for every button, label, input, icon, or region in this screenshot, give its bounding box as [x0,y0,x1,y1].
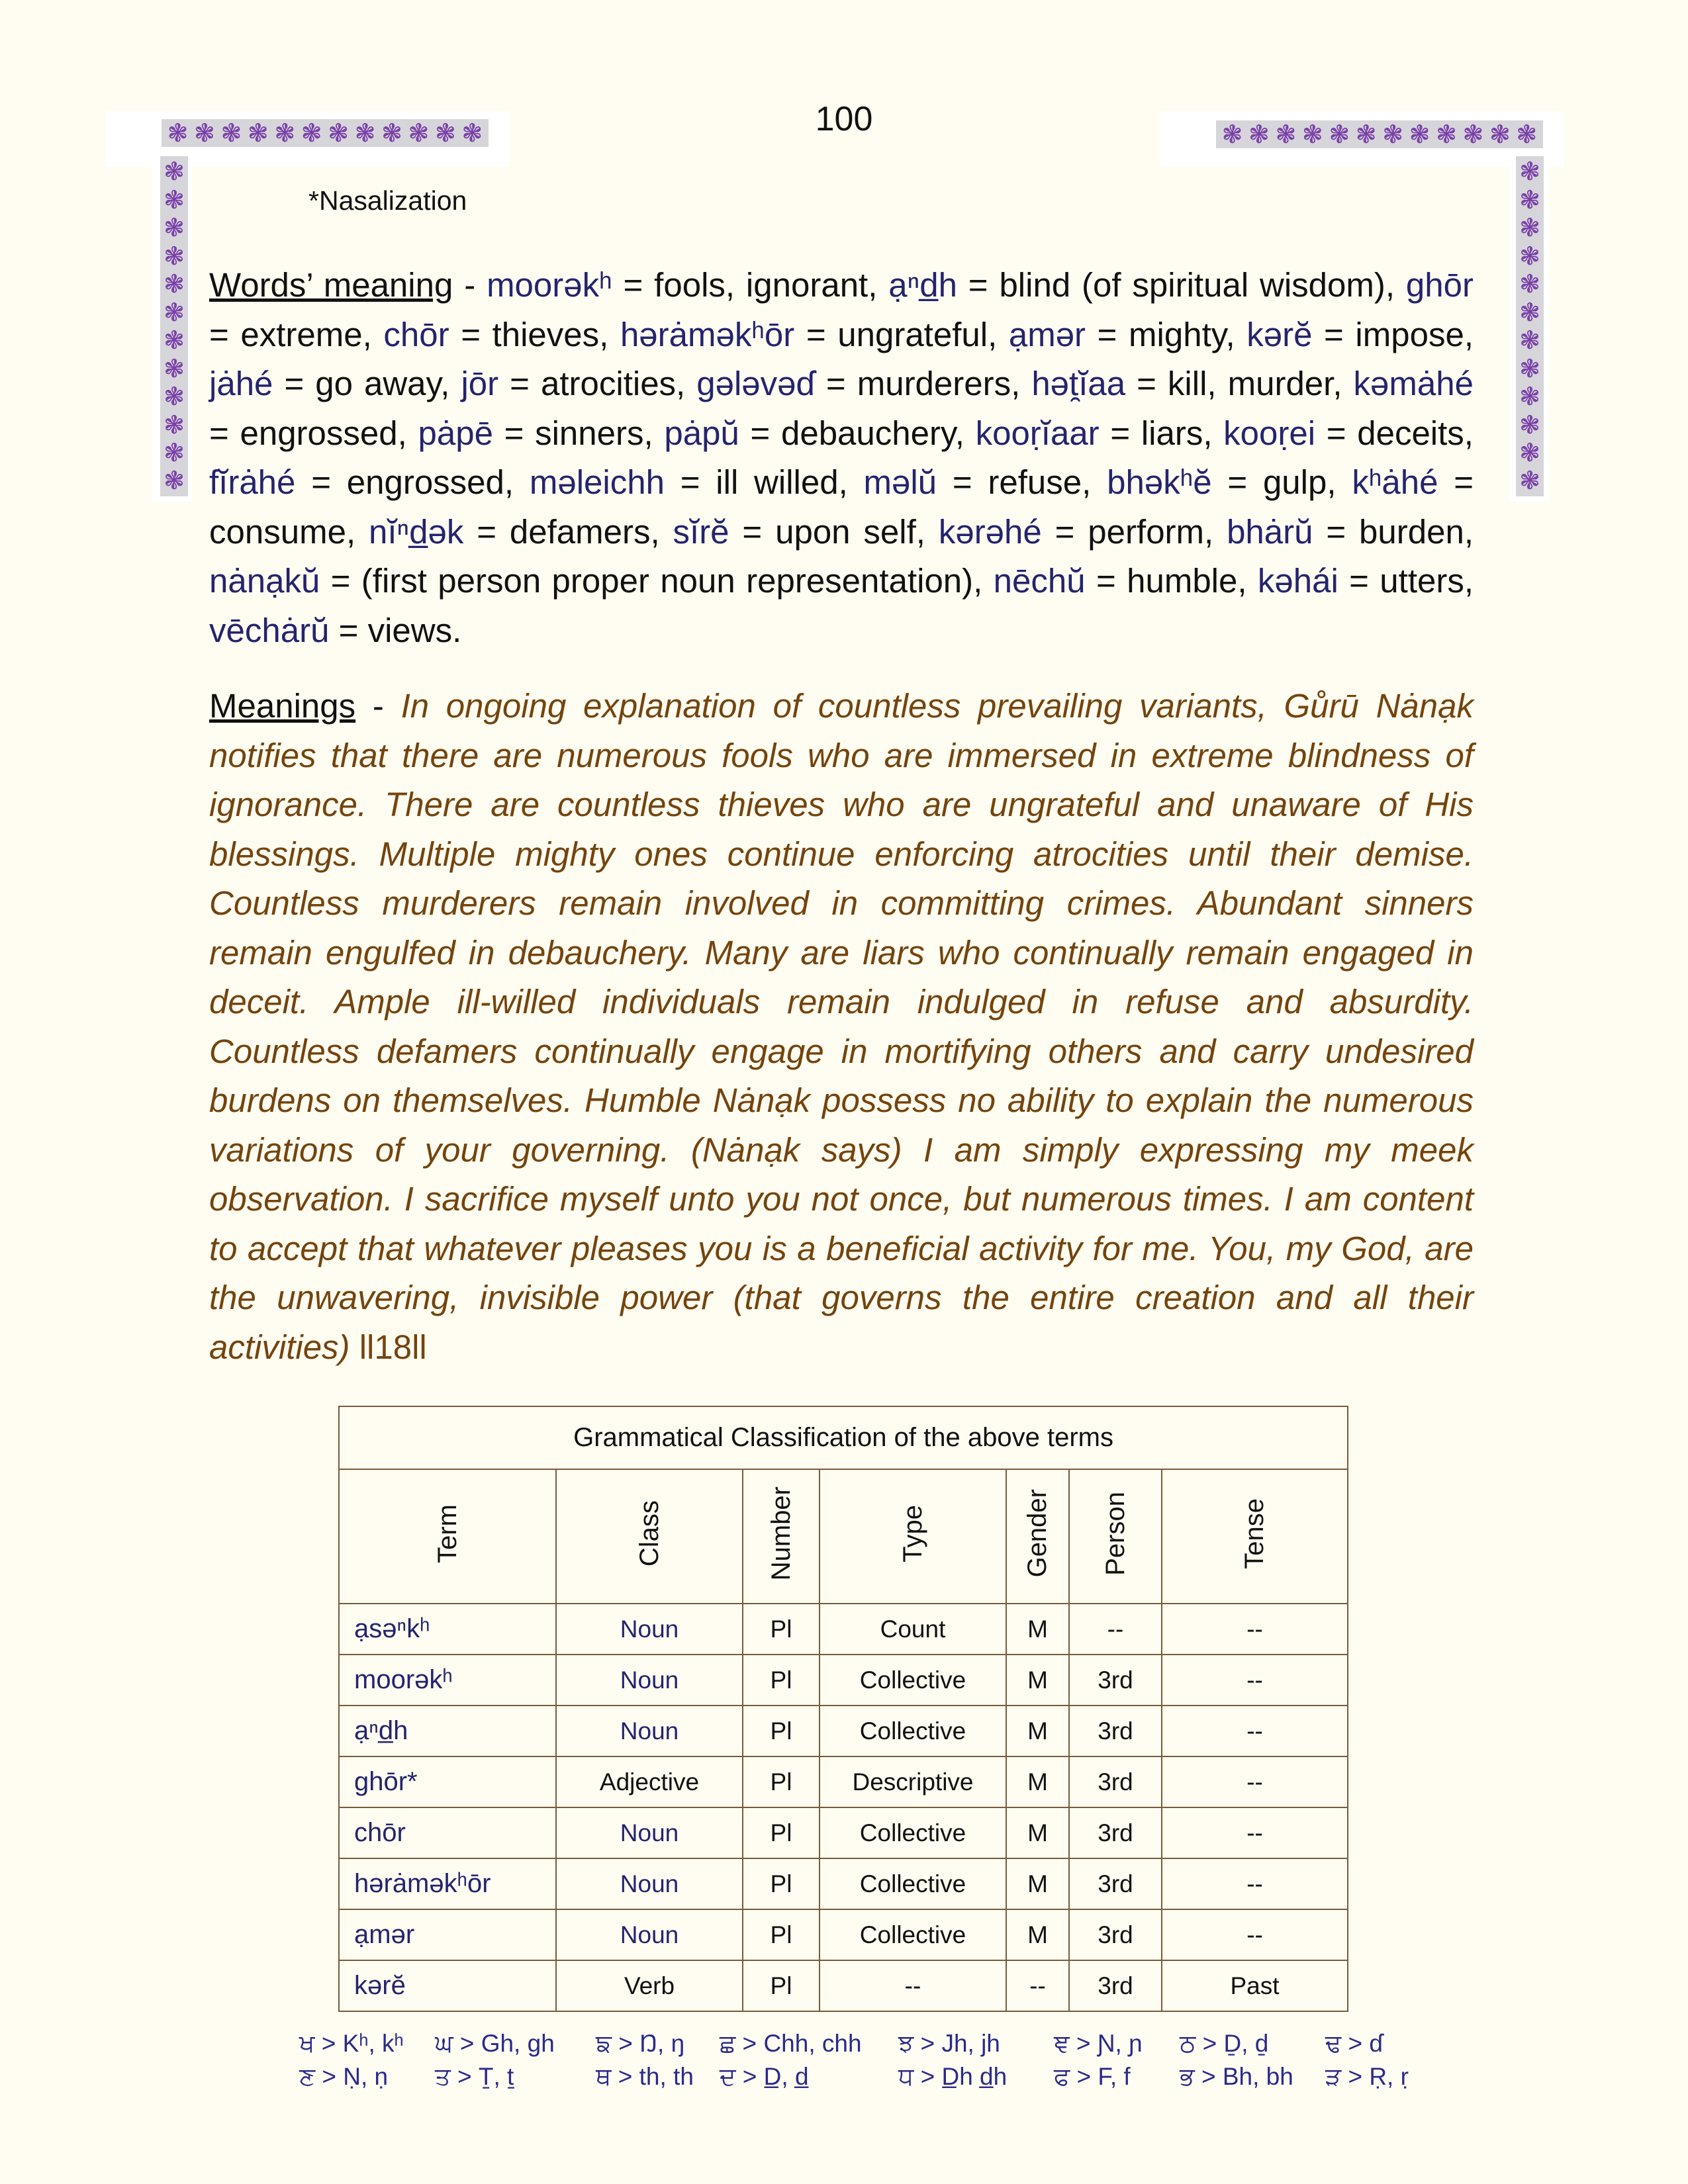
transliteration: > Ṇ, ṇ [315,2063,389,2090]
flower-ornament-icon: ❃ [1519,157,1540,187]
word-definition: = liars, [1099,414,1224,452]
flower-ornament-icon: ❃ [164,185,185,214]
gurmukhi-letter: ਘ [435,2029,453,2058]
legend-item [898,2062,1007,2091]
flower-ornament-icon: ❃ [1382,120,1404,149]
word-term: nȧnạkŭ [209,562,320,600]
legend-item [1054,2062,1131,2091]
flower-ornament-icon: ❃ [1301,120,1323,149]
header-term: Term [339,1469,556,1604]
word-term: nēchŭ [993,562,1086,600]
cell-number: Pl [743,1807,820,1858]
gurmukhi-letter: ਦ [720,2062,736,2091]
flower-ornament-icon: ❃ [1519,326,1540,355]
gurmukhi-letter: ਥ [596,2062,612,2091]
cell-class: Adjective [556,1756,743,1807]
legend-item [1180,2062,1293,2091]
cell-number: Pl [743,1960,820,2011]
cell-type: Collective [820,1858,1006,1909]
cell-gender: M [1006,1909,1069,1960]
flower-ornament-icon: ❃ [1519,353,1540,383]
transliteration: > D̲, d̲ [735,2063,809,2090]
word-term: bhȧrŭ [1227,512,1313,551]
flower-ornament-icon: ❃ [1409,120,1430,149]
flower-ornament-icon: ❃ [167,118,189,148]
flower-ornament-icon: ❃ [1436,120,1457,149]
word-definition: = debauchery, [739,414,976,452]
word-definition: = refuse, [937,463,1107,501]
flower-ornament-icon: ❃ [164,157,185,187]
transliteration: > Ŋ, ŋ [612,2030,685,2057]
gurmukhi-letter: ਫ [1054,2062,1070,2091]
verse-marker: ll18ll [350,1328,427,1366]
transliteration: > Ṯ, ṯ [450,2063,514,2090]
meanings-separator: - [355,687,401,725]
word-definition: = go away, [273,365,461,402]
cell-tense: -- [1162,1604,1348,1655]
cell-number: Pl [743,1706,820,1756]
ornament-border-left [160,156,188,496]
gurmukhi-letter: ਙ [596,2029,612,2058]
legend-item [1054,2029,1143,2058]
flower-ornament-icon: ❃ [274,118,296,148]
cell-term: chōr [339,1807,556,1858]
ornament-border-right [1516,156,1544,496]
meanings-heading: Meanings [209,687,356,725]
header-class: Class [556,1469,743,1604]
transliteration: > Bh, bh [1194,2063,1293,2090]
flower-ornament-icon: ❃ [461,118,483,148]
gurmukhi-letter: ਧ [898,2062,914,2091]
cell-person: 3rd [1069,1960,1162,2011]
gurmukhi-letter: ਝ [898,2029,914,2058]
cell-term: ạmər [339,1909,556,1960]
word-term: kərəhé [938,512,1042,551]
meanings-text: In ongoing explanation of countless prevailing variants, Gůrū Nȧnạk notifies that there are numerous fools who are immersed in extreme blindness of ignorance. There are countless thieves who are ungrateful and unaware of His blessings. Multiple mighty ones continue enforcing atrocities until their demise. Countless murderers remain involved in committing crimes. Abundant sinners remain engulfed in debauchery. Many are liars who continually remain engaged in deceit. Ample ill-willed individuals remain indulged in refuse and absurdity. Countless defamers continually engage in mortifying others and carry undesired burdens on themselves. Humble Nȧnạk possess no ability to explain the numerous variations of your governing. (Nȧnạk says) I am simply expressing my meek observation. I sacrifice myself unto you not once, but numerous times. I am content to accept that whatever pleases you is a beneficial activity for me. You, my God, are the unwavering, invisible power (that governs the entire creation and all their activities) [209,687,1474,1366]
cell-number: Pl [743,1909,820,1960]
flower-ornament-icon: ❃ [164,269,185,299]
word-term: vēchȧrŭ [209,611,330,649]
flower-ornament-icon: ❃ [381,118,402,148]
cell-term: moorəkʰ [339,1655,556,1706]
flower-ornament-icon: ❃ [1329,120,1350,149]
table-row [339,1655,1348,1706]
word-definition: = views. [329,611,462,649]
word-definition: = defamers, [463,512,673,551]
header-person: Person [1069,1469,1162,1604]
cell-tense: -- [1162,1756,1348,1807]
flower-ornament-icon: ❃ [1519,185,1540,214]
word-definition: = impose, [1312,315,1474,353]
cell-person: 3rd [1069,1756,1162,1807]
transliteration: > D̲h d̲h [914,2063,1008,2090]
word-term: kooṛei [1223,414,1316,452]
legend-item [299,2062,388,2091]
table-row [339,1604,1348,1655]
flower-ornament-icon: ❃ [328,118,350,148]
flower-ornament-icon: ❃ [1519,213,1540,243]
word-term: chōr [383,315,449,353]
flower-ornament-icon: ❃ [164,466,185,496]
word-term: ghōr [1405,266,1474,304]
cell-class: Noun [556,1655,743,1706]
gurmukhi-letter: ਖ [299,2029,315,2058]
word-term: nĭⁿd̲ək [368,512,464,551]
flower-ornament-icon: ❃ [1519,466,1540,496]
transliteration: > Kʰ, kʰ [314,2030,404,2057]
cell-type: Collective [820,1706,1006,1756]
cell-type: -- [820,1960,1006,2011]
cell-class: Noun [556,1604,743,1655]
legend-item [1325,2029,1383,2058]
cell-type: Collective [820,1655,1006,1706]
legend-item [1180,2029,1268,2058]
cell-number: Pl [743,1655,820,1706]
flower-ornament-icon: ❃ [164,353,185,383]
transliteration: > Jh, jh [914,2030,1000,2057]
cell-gender: M [1006,1858,1069,1909]
cell-class: Noun [556,1706,743,1756]
words-meaning-separator: - [453,266,487,304]
cell-gender: M [1006,1807,1069,1858]
cell-gender: M [1006,1604,1069,1655]
flower-ornament-icon: ❃ [164,326,185,355]
gurmukhi-letter: ਤ [435,2062,451,2091]
word-term: jȧhé [209,365,273,402]
word-definition: = humble, [1085,562,1258,600]
legend-item [596,2029,684,2058]
word-term: pȧpŭ [664,414,739,452]
flower-ornament-icon: ❃ [247,118,269,148]
header-number: Number [743,1469,820,1604]
grammar-table [338,1406,1348,2012]
transliteration: > ɗ [1341,2030,1383,2057]
word-definition: = utters, [1338,562,1474,600]
flower-ornament-icon: ❃ [301,118,322,148]
word-term: kooṛĭaar [975,414,1100,452]
flower-ornament-icon: ❃ [1519,437,1540,467]
gurmukhi-letter: ਭ [1180,2062,1195,2091]
word-term: ạmər [1008,315,1086,353]
gurmukhi-letter: ਛ [720,2029,736,2058]
table-row [339,1909,1348,1960]
table-caption: Grammatical Classification of the above terms [339,1406,1348,1469]
words-meaning-paragraph [209,261,1474,655]
word-definition: = fools, ignorant, [612,266,889,304]
gurmukhi-letter: ੜ [1325,2062,1342,2091]
cell-person: 3rd [1069,1858,1162,1909]
table-row [339,1756,1348,1807]
cell-class: Noun [556,1807,743,1858]
word-term: sĭrĕ [673,512,729,551]
table-row [339,1858,1348,1909]
cell-tense: -- [1162,1909,1348,1960]
gurmukhi-letter: ਞ [1054,2029,1070,2058]
gurmukhi-letter: ਢ [1325,2029,1342,2058]
gurmukhi-letter: ਠ [1180,2029,1196,2058]
cell-gender: -- [1006,1960,1069,2011]
word-term: bhəkʰĕ [1107,463,1212,501]
word-term: ạⁿd̲h [888,266,957,304]
flower-ornament-icon: ❃ [220,118,242,148]
flower-ornament-icon: ❃ [1248,120,1270,149]
word-term: gələvəɗ [696,365,815,402]
flower-ornament-icon: ❃ [164,410,185,439]
word-definition: = extreme, [209,315,384,353]
table-row [339,1807,1348,1858]
page-number: 100 [815,100,873,138]
word-definition: = mighty, [1086,315,1247,353]
cell-type: Collective [820,1909,1006,1960]
word-term: məlŭ [863,463,937,501]
cell-term: kərĕ [339,1960,556,2011]
cell-person: 3rd [1069,1909,1162,1960]
cell-tense: -- [1162,1655,1348,1706]
cell-term: ạⁿd̲h [339,1706,556,1756]
flower-ornament-icon: ❃ [354,118,376,148]
cell-term: ghōr* [339,1756,556,1807]
transliteration: > Ḏ, ḏ [1196,2030,1269,2057]
cell-gender: M [1006,1706,1069,1756]
flower-ornament-icon: ❃ [164,213,185,243]
legend-item [596,2062,694,2091]
word-term: məleichh [529,463,665,501]
flower-ornament-icon: ❃ [1355,120,1377,149]
transliteration: > Ɲ, ɲ [1069,2030,1143,2057]
table-row [339,1960,1348,2011]
word-definition: = ill willed, [664,463,864,501]
flower-ornament-icon: ❃ [194,118,215,148]
flower-ornament-icon: ❃ [164,297,185,327]
transliteration: > Gh, gh [453,2030,555,2057]
word-term: moorəkʰ [487,266,612,304]
transliteration: > Ṛ, ṛ [1341,2063,1409,2090]
legend-item [720,2062,809,2091]
meanings-paragraph [209,682,1474,1372]
flower-ornament-icon: ❃ [408,118,430,148]
word-definition: = ungrateful, [794,315,1009,353]
cell-term: hərȧməkʰōr [339,1858,556,1909]
word-term: jōr [461,365,499,402]
cell-number: Pl [743,1858,820,1909]
legend-item [1325,2062,1409,2091]
flower-ornament-icon: ❃ [1519,269,1540,299]
word-definition: = burden, [1313,512,1474,551]
transliteration: > Chh, chh [735,2030,862,2057]
word-definition: = gulp, [1211,463,1352,501]
word-definition: = kill, murder, [1125,365,1354,402]
header-tense: Tense [1162,1469,1348,1604]
word-term: kʰȧhé [1352,463,1438,501]
word-pairs [209,266,1474,649]
cell-class: Noun [556,1858,743,1909]
cell-term: ạsəⁿkʰ [339,1604,556,1655]
transliteration: > th, th [611,2063,694,2090]
word-term: hərȧməkʰōr [620,315,795,353]
word-definition: = atrocities, [498,365,697,402]
flower-ornament-icon: ❃ [1221,120,1243,149]
cell-tense: Past [1162,1960,1348,2011]
cell-number: Pl [743,1604,820,1655]
word-term: kəhái [1257,562,1338,600]
legend-item [720,2029,862,2058]
cell-tense: -- [1162,1807,1348,1858]
word-term: hət̯ĭaa [1031,365,1126,402]
cell-class: Verb [556,1960,743,2011]
word-definition: = engrossed, [295,463,530,501]
cell-tense: -- [1162,1858,1348,1909]
word-definition: = sinners, [492,414,665,452]
words-meaning-heading: Words’ meaning [209,266,453,304]
transliteration: > F, f [1070,2063,1131,2090]
nasalization-note: *Nasalization [308,185,467,216]
word-definition: = upon self, [729,512,939,551]
cell-class: Noun [556,1909,743,1960]
cell-number: Pl [743,1756,820,1807]
cell-person: 3rd [1069,1655,1162,1706]
word-term: kəmȧhé [1353,365,1474,402]
flower-ornament-icon: ❃ [1519,382,1540,412]
flower-ornament-icon: ❃ [1519,410,1540,439]
legend-item [898,2029,1000,2058]
word-definition: = engrossed, [209,414,418,452]
cell-type: Collective [820,1807,1006,1858]
table-row [339,1706,1348,1756]
word-definition: = (first person proper noun representation), [320,562,994,600]
word-term: fĭrȧhé [209,463,296,501]
flower-ornament-icon: ❃ [1516,120,1538,149]
cell-tense: -- [1162,1706,1348,1756]
word-definition: = thieves, [449,315,620,353]
flower-ornament-icon: ❃ [1519,241,1540,271]
cell-person: -- [1069,1604,1162,1655]
flower-ornament-icon: ❃ [1489,120,1511,149]
word-term: pȧpē [418,414,493,452]
gurmukhi-letter: ਣ [299,2062,316,2091]
legend-item [435,2029,555,2058]
flower-ornament-icon: ❃ [434,118,456,148]
flower-ornament-icon: ❃ [164,241,185,271]
legend-item [299,2029,404,2058]
word-definition: = blind (of spiritual wisdom), [957,266,1406,304]
flower-ornament-icon: ❃ [164,437,185,467]
header-type: Type [820,1469,1006,1604]
word-term: kərĕ [1246,315,1313,353]
cell-gender: M [1006,1655,1069,1706]
flower-ornament-icon: ❃ [1462,120,1484,149]
word-definition: = deceits, [1315,414,1474,452]
header-gender: Gender [1006,1469,1069,1604]
cell-person: 3rd [1069,1807,1162,1858]
cell-person: 3rd [1069,1706,1162,1756]
cell-type: Count [820,1604,1006,1655]
word-definition: = perform, [1041,512,1227,551]
legend-item [435,2062,514,2091]
word-definition: = murderers, [814,365,1032,402]
cell-type: Descriptive [820,1756,1006,1807]
cell-gender: M [1006,1756,1069,1807]
flower-ornament-icon: ❃ [1275,120,1297,149]
word-definition: = consume, [209,463,1474,551]
flower-ornament-icon: ❃ [164,382,185,412]
flower-ornament-icon: ❃ [1519,297,1540,327]
